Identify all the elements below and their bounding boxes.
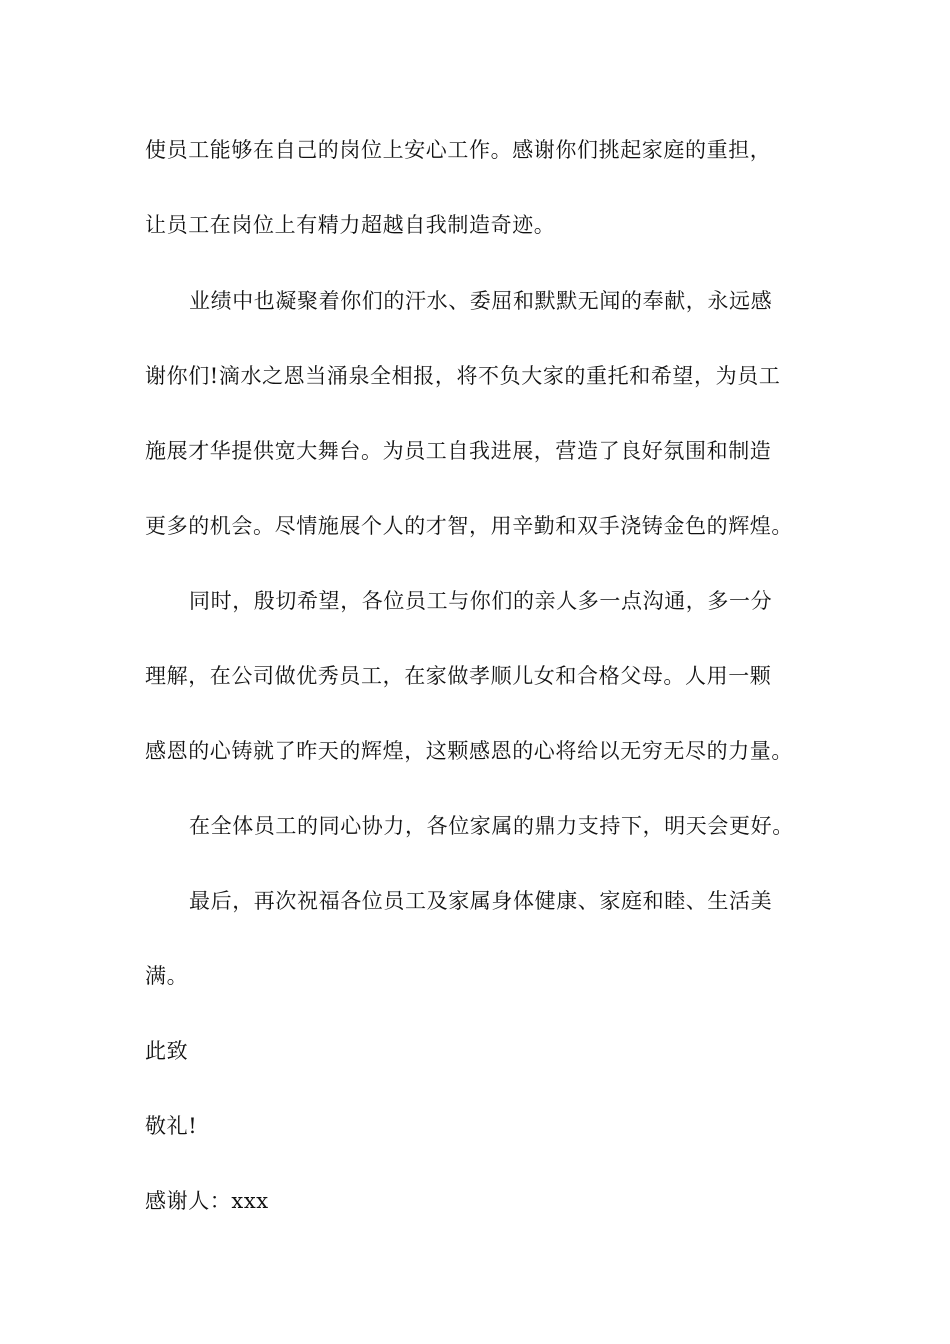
closing-salutation: 此致 [145, 1039, 189, 1063]
closing-regards: 敬礼! [145, 1114, 198, 1138]
paragraph-line: 施展才华提供宽大舞台。为员工自我进展，营造了良好氛围和制造 [145, 439, 772, 463]
paragraph-line: 业绩中也凝聚着你们的汗水、委屈和默默无闻的奉献，永远感 [189, 289, 773, 313]
paragraph-line: 更多的机会。尽情施展个人的才智，用辛勤和双手浇铸金色的辉煌。 [145, 514, 793, 538]
paragraph-line: 让员工在岗位上有精力超越自我制造奇迹。 [145, 213, 556, 237]
paragraph-line: 同时，殷切希望，各位员工与你们的亲人多一点沟通，多一分 [189, 589, 773, 613]
paragraph-line: 最后，再次祝福各位员工及家属身体健康、家庭和睦、生活美 [189, 889, 773, 913]
paragraph-line: 在全体员工的同心协力，各位家属的鼎力支持下，明天会更好。 [189, 814, 794, 838]
paragraph-line: 满。 [145, 964, 189, 988]
signature-line: 感谢人：xxx [145, 1189, 269, 1213]
paragraph-line: 感恩的心铸就了昨天的辉煌，这颗感恩的心将给以无穷无尽的力量。 [145, 739, 793, 763]
paragraph-line: 使员工能够在自己的岗位上安心工作。感谢你们挑起家庭的重担， [145, 138, 772, 162]
paragraph-line: 谢你们!滴水之恩当涌泉全相报，将不负大家的重托和希望，为员工 [145, 364, 781, 388]
paragraph-line: 理解，在公司做优秀员工，在家做孝顺儿女和合格父母。人用一颗 [145, 664, 772, 688]
